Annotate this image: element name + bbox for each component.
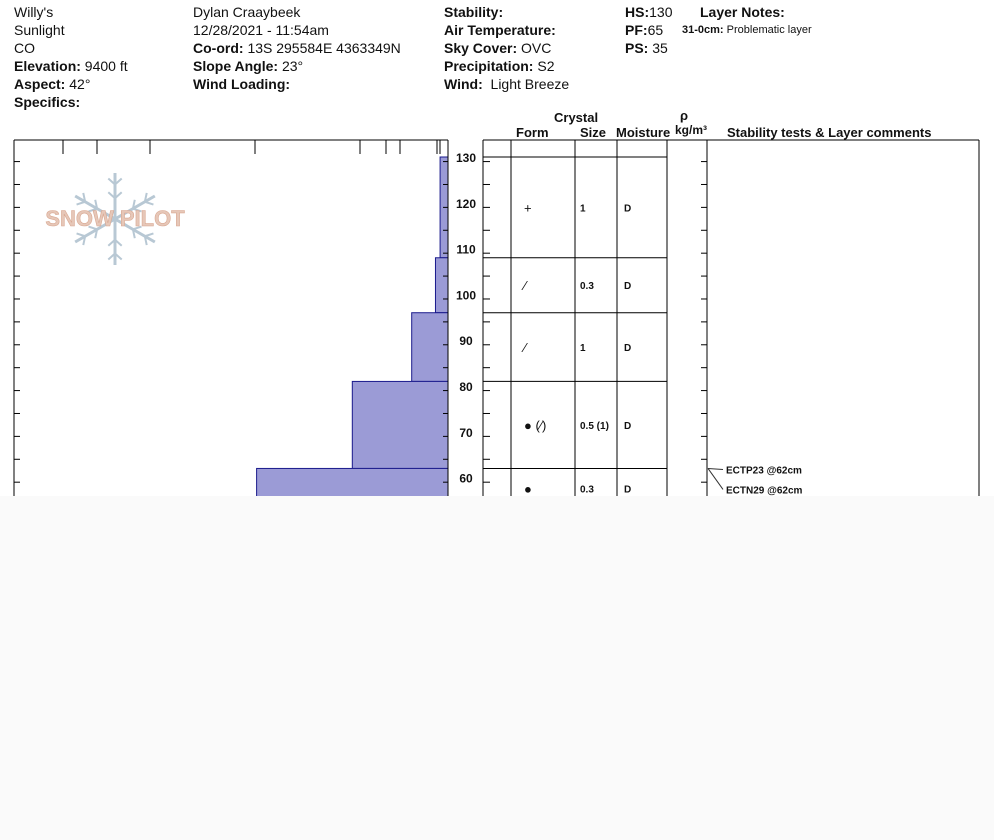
layer-form: +	[524, 200, 532, 216]
layer-note-text: Problematic layer	[726, 24, 812, 36]
comments-header: Stability tests & Layer comments	[727, 125, 932, 140]
height-tick-label: 110	[456, 242, 476, 257]
slope-label: Slope Angle:	[193, 58, 279, 74]
precip-label: Precipitation:	[444, 58, 534, 74]
hs-label: HS:	[625, 4, 650, 20]
flake-branch	[145, 202, 154, 205]
form-header: Form	[516, 125, 549, 140]
sky-label: Sky Cover:	[444, 40, 518, 56]
ps-label: PS:	[625, 40, 649, 56]
layer-moisture: D	[624, 281, 632, 293]
size-header: Size	[580, 125, 607, 140]
hardness-bar	[412, 313, 448, 382]
layer-note-range: 31-0cm:	[682, 24, 724, 36]
precip-value: S2	[537, 58, 555, 74]
wind-loading-label: Wind Loading:	[193, 76, 291, 92]
layer-size: 1	[580, 343, 586, 355]
flake-branch	[77, 233, 86, 236]
height-tick-label: 70	[459, 425, 473, 440]
specifics-label: Specifics:	[14, 94, 81, 110]
height-tick-label: 100	[455, 288, 477, 303]
hardness-bar	[435, 258, 448, 313]
layer-form: ∕	[524, 278, 527, 294]
height-tick-label: 60	[459, 471, 473, 486]
elevation-value: 9400 ft	[84, 58, 128, 74]
flake-branch	[145, 233, 154, 236]
sky-value: OVC	[521, 40, 552, 56]
hs-value: 130	[649, 4, 673, 20]
aspect-label: Aspect:	[14, 76, 66, 92]
wind-label: Wind:	[444, 76, 483, 92]
density-unit-header: kg/m³	[675, 123, 708, 137]
layer-notes-label: Layer Notes:	[700, 4, 785, 20]
stability-test-label: ECTN29 @62cm	[726, 485, 803, 496]
elevation-label: Elevation:	[14, 58, 81, 74]
pf-value: 65	[647, 22, 664, 38]
snow-pilot-logo	[45, 173, 185, 265]
layer-moisture: D	[624, 343, 632, 355]
stability-test-label: ECTP23 @62cm	[726, 465, 802, 477]
slope-value: 23°	[281, 58, 304, 74]
crystal-header: Crystal	[554, 110, 599, 125]
hardness-bar	[352, 381, 448, 468]
state-name: CO	[14, 40, 35, 56]
test-pointer	[708, 468, 723, 469]
moisture-header: Moisture	[616, 125, 671, 140]
wind-value: Light Breeze	[490, 76, 570, 92]
rho-header: ρ	[680, 108, 689, 123]
layer-form: ●	[524, 481, 532, 496]
observer-name: Dylan Craaybeek	[193, 4, 301, 20]
hardness-bar	[257, 468, 448, 496]
layer-moisture: D	[624, 484, 632, 496]
layer-size: 0.3	[580, 484, 594, 496]
layer-moisture: D	[624, 420, 632, 432]
flake-branch	[77, 202, 86, 205]
layer-size: 1	[580, 203, 586, 215]
ps-value: 35	[652, 40, 668, 56]
layer-form: ∕	[524, 340, 527, 356]
area-name: Sunlight	[14, 22, 65, 38]
observation-datetime: 12/28/2021 - 11:54am	[193, 22, 329, 38]
coord-label: Co-ord:	[193, 40, 244, 56]
coord-value: 13S 295584E 4363349N	[247, 40, 401, 56]
layer-size: 0.3	[580, 281, 594, 293]
layer-moisture: D	[624, 203, 632, 215]
height-tick-label: 120	[455, 196, 477, 211]
site-name: Willy's	[14, 4, 54, 20]
height-tick-label: 80	[459, 380, 473, 394]
test-pointer	[708, 468, 723, 489]
layer-form: ● (∕)	[524, 417, 547, 433]
aspect-value: 42°	[69, 76, 91, 92]
pf-label: PF:	[625, 22, 648, 38]
height-tick-label: 90	[459, 334, 473, 349]
layer-size: 0.5 (1)	[580, 420, 609, 432]
logo-text: SNOW PILOT	[45, 206, 185, 231]
stability-label: Stability:	[444, 4, 504, 20]
air-temp-label: Air Temperature:	[444, 22, 556, 38]
height-tick-label: 130	[455, 151, 477, 165]
